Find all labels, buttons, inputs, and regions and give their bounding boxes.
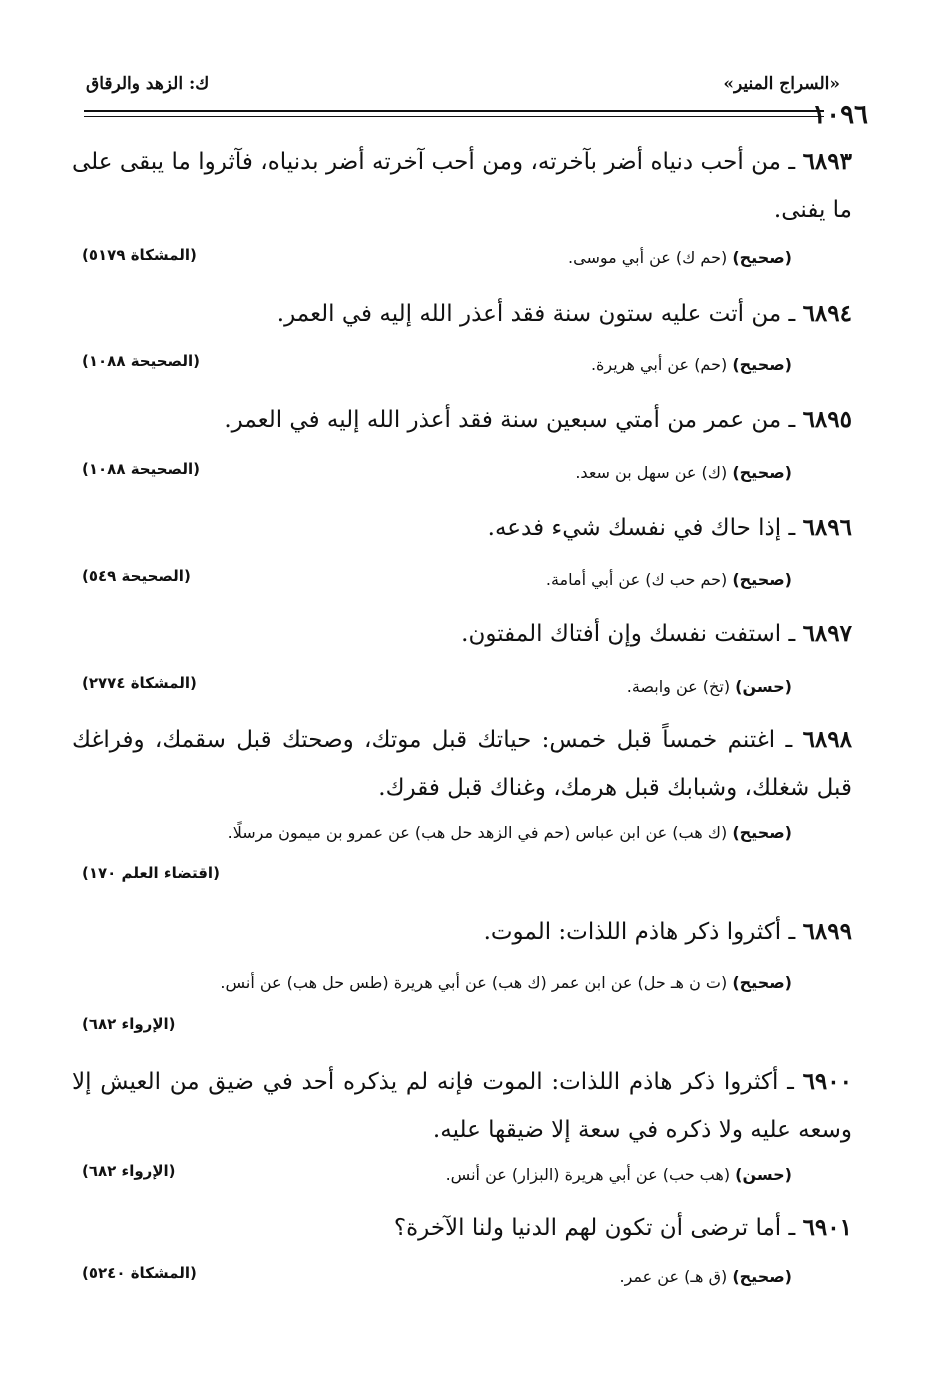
hadith-entry: ٦٨٩٣ ـ من أحب دنياه أضر بآخرته، ومن أحب آخرته أضر بدنياه، فآثروا ما يبقى على ما يفنى. [72, 148, 852, 223]
hadith-grade: (صحيح) [732, 570, 792, 589]
hadith-grade: (صحيح) [732, 248, 792, 267]
hadith-number: ٦٨٩٧ [802, 620, 852, 647]
hadith-number: ٦٨٩٣ [802, 148, 852, 175]
hadith-grade: (صحيح) [732, 1267, 792, 1286]
hadith-source [446, 1165, 792, 1184]
hadith-entry: ٦٩٠٠ ـ أكثروا ذكر هاذم اللذات: الموت فإنه لم يذكره أحد في ضيق من العيش إلا وسعه عليه ولا ذكره في سعة إلا ضيقها عليه. [72, 1068, 852, 1143]
hadith-entry: ٦٨٩٨ ـ اغتنم خمساً قبل خمس: حياتك قبل موتك، وصحتك قبل سقمك، وفراغك قبل شغلك، وشبابك قبل هرمك، وغناك قبل فقرك. [72, 726, 852, 801]
hadith-source [620, 1267, 793, 1286]
hadith-reference: (المشكاة ٢٧٧٤) [82, 674, 197, 692]
hadith-entry: ٦٨٩٦ ـ إذا حاك في نفسك شيء فدعه. [487, 514, 852, 541]
hadith-number: ٦٩٠٠ [802, 1068, 852, 1095]
hadith-source [228, 823, 792, 842]
hadith-grade: (صحيح) [732, 463, 792, 482]
header-rule-bottom [84, 116, 824, 117]
hadith-text: أكثروا ذكر هاذم اللذات: الموت فإنه لم يذكره أحد في ضيق من العيش إلا وسعه عليه ولا ذكره في سعة إلا ضيقها عليه. [72, 1069, 852, 1143]
hadith-grade: (صحيح) [732, 355, 792, 374]
source-text: (ت ن هـ حل) عن ابن عمر (ك هب) عن أبي هريرة (طس حل هب) عن أنس. [220, 973, 728, 992]
hadith-number: ٦٩٠١ [802, 1214, 852, 1241]
hadith-text: من عمر من أمتي سبعين سنة فقد أعذر الله إليه في العمر. [224, 407, 782, 433]
hadith-text: من أتت عليه ستون سنة فقد أعذر الله إليه في العمر. [276, 301, 782, 327]
source-text: (ك هب) عن ابن عباس (حم في الزهد حل هب) عن عمرو بن ميمون مرسلًا. [227, 823, 728, 842]
hadith-entry: ٦٨٩٧ ـ استفت نفسك وإن أفتاك المفتون. [461, 620, 852, 647]
hadith-grade: (صحيح) [732, 823, 792, 842]
chapter-title: ك: الزهد والرقاق [86, 74, 210, 94]
header-rule-top [84, 110, 824, 112]
hadith-text: أكثروا ذكر هاذم اللذات: الموت. [483, 919, 782, 945]
source-text: (تخ) عن وابصة. [626, 677, 731, 696]
source-text: (حم حب ك) عن أبي أمامة. [545, 570, 728, 589]
hadith-text: من أحب دنياه أضر بآخرته، ومن أحب آخرته أضر بدنياه، فآثروا ما يبقى على ما يفنى. [72, 149, 852, 223]
hadith-reference: (الإرواء ٦٨٢) [82, 1162, 176, 1180]
hadith-grade: (صحيح) [732, 973, 792, 992]
hadith-entry: ٦٨٩٩ ـ أكثروا ذكر هاذم اللذات: الموت. [483, 918, 852, 945]
hadith-source [568, 248, 792, 267]
hadith-number: ٦٨٩٤ [802, 300, 852, 327]
hadith-reference: (الصحيحة ٥٤٩) [82, 567, 191, 585]
source-text: (حم ك) عن أبي موسى. [568, 248, 728, 267]
hadith-number: ٦٨٩٩ [802, 918, 852, 945]
hadith-grade: (حسن) [735, 677, 792, 696]
source-text: (ك) عن سهل بن سعد. [575, 463, 728, 482]
hadith-entry: ٦٨٩٥ ـ من عمر من أمتي سبعين سنة فقد أعذر الله إليه في العمر. [224, 406, 852, 433]
source-text: (ق هـ) عن عمر. [619, 1267, 728, 1286]
hadith-entry: ٦٩٠١ ـ أما ترضى أن تكون لهم الدنيا ولنا الآخرة؟ [393, 1214, 852, 1241]
hadith-source [627, 677, 792, 696]
hadith-reference: (المشكاة ٥١٧٩) [82, 246, 197, 264]
hadith-grade: (حسن) [735, 1165, 792, 1184]
hadith-source [591, 355, 792, 374]
hadith-reference: (الصحيحة ١٠٨٨) [82, 352, 200, 370]
hadith-reference: (المشكاة ٥٢٤٠) [82, 1264, 197, 1282]
hadith-number: ٦٨٩٨ [802, 726, 852, 753]
hadith-text: اغتنم خمساً قبل خمس: حياتك قبل موتك، وصحتك قبل سقمك، وفراغك قبل شغلك، وشبابك قبل هرمك، وغناك قبل فقرك. [72, 727, 852, 801]
hadith-text: إذا حاك في نفسك شيء فدعه. [487, 515, 782, 541]
page-number: ١٠٩٦ [812, 100, 868, 130]
hadith-reference: (الإرواء ٦٨٢) [82, 1015, 176, 1033]
hadith-source [546, 570, 792, 589]
hadith-source [72, 966, 792, 1000]
source-text: (هب حب) عن أبي هريرة (البزار) عن أنس. [445, 1165, 731, 1184]
hadith-reference: (اقتضاء العلم ١٧٠) [82, 864, 220, 882]
hadith-entry: ٦٨٩٤ ـ من أتت عليه ستون سنة فقد أعذر الله إليه في العمر. [276, 300, 852, 327]
hadith-number: ٦٨٩٦ [802, 514, 852, 541]
hadith-text: استفت نفسك وإن أفتاك المفتون. [461, 621, 782, 647]
hadith-number: ٦٨٩٥ [802, 406, 852, 433]
book-title: «السراج المنير» [723, 74, 840, 94]
source-text: (حم) عن أبي هريرة. [590, 355, 728, 374]
hadith-text: أما ترضى أن تكون لهم الدنيا ولنا الآخرة؟ [393, 1215, 782, 1241]
hadith-reference: (الصحيحة ١٠٨٨) [82, 460, 200, 478]
hadith-source [575, 463, 792, 482]
